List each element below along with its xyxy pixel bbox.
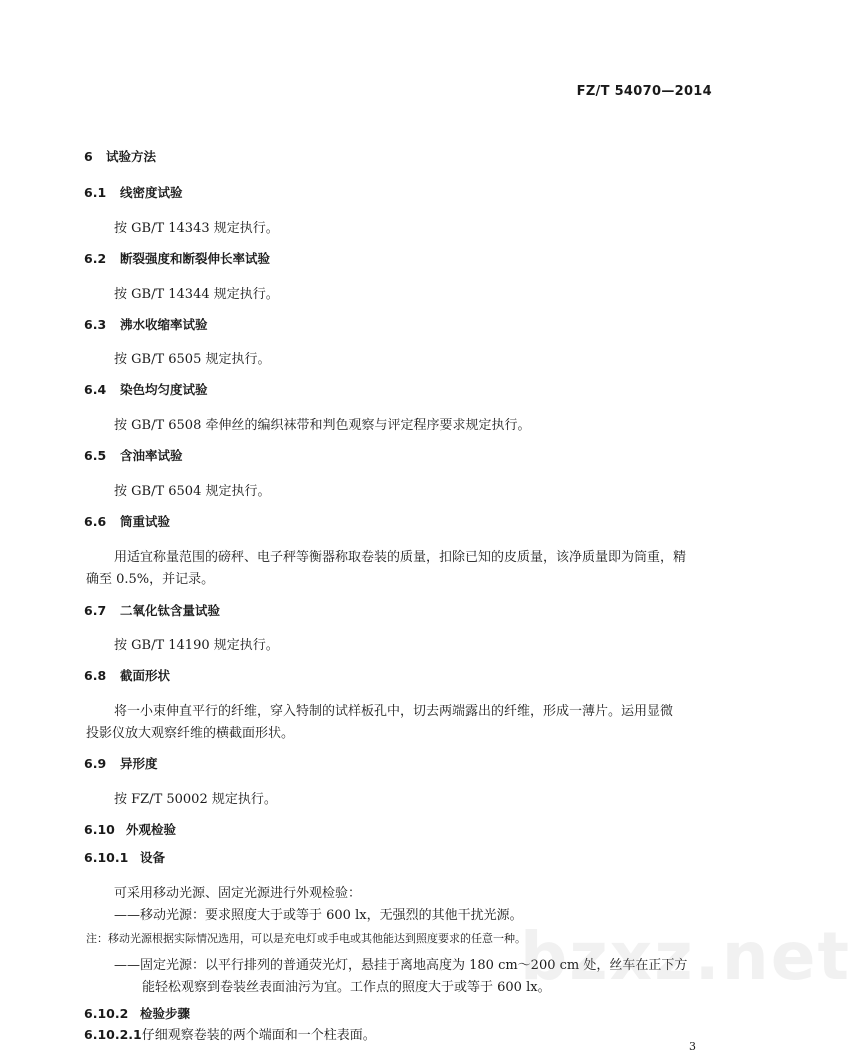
section-heading [84,848,165,866]
subsection-inline [84,1024,376,1043]
section-heading [84,754,158,772]
section-heading [84,1004,190,1022]
section-title: 外观检验 [126,822,177,837]
page-number: 3 [689,1040,696,1053]
section-heading [84,820,176,838]
section-number: 6.9 [84,756,107,771]
paragraph: 按 GB/T 14344 规定执行。 [114,287,279,302]
section-title: 异形度 [120,756,158,771]
section-title: 筒重试验 [120,514,171,529]
note: 注：移动光源根据实际情况选用，可以是充电灯或手电或其他能达到照度要求的任意一种。 [86,932,526,945]
section-number: 6.7 [84,603,107,618]
section-title: 截面形状 [120,668,171,683]
section-number: 6.10.2.1 [84,1027,142,1042]
section-number: 6.5 [84,448,107,463]
section-heading [84,512,170,530]
section-number: 6.10.1 [84,850,129,865]
paragraph: 用适宜称量范围的磅秤、电子秤等衡器称取卷装的质量，扣除已知的皮质量，该净质量即为筒重，精 [114,550,687,565]
section-heading [84,666,170,684]
section-number: 6.8 [84,668,107,683]
section-heading [84,601,220,619]
list-item-dash: ——移动光源：要求照度大于或等于 600 lx，无强烈的其他干扰光源。 [114,908,523,923]
section-number: 6.1 [84,185,107,200]
paragraph: 按 GB/T 6505 规定执行。 [114,352,271,367]
section-heading [84,147,156,165]
list-item-continuation: 能轻松观察到卷装丝表面油污为宜。工作点的照度大于或等于 600 lx。 [142,980,551,995]
section-title: 二氧化钛含量试验 [120,603,221,618]
paragraph: 按 GB/T 6504 规定执行。 [114,484,271,499]
section-title: 试验方法 [106,149,157,164]
section-number: 6.10 [84,822,115,837]
section-number: 6.4 [84,382,107,397]
section-heading [84,183,183,201]
section-title: 沸水收缩率试验 [120,317,208,332]
section-heading [84,380,208,398]
section-title: 检验步骤 [140,1006,191,1021]
section-heading [84,249,270,267]
standard-number: FZ/T 54070—2014 [576,84,712,99]
section-title: 线密度试验 [120,185,183,200]
section-heading [84,315,208,333]
paragraph: 按 GB/T 14343 规定执行。 [114,221,279,236]
watermark: bzxz.net [520,918,851,995]
section-title: 含油率试验 [120,448,183,463]
section-number: 6.3 [84,317,107,332]
section-number: 6.10.2 [84,1006,129,1021]
paragraph: 按 GB/T 14190 规定执行。 [114,638,279,653]
section-title: 染色均匀度试验 [120,382,208,397]
list-item-dash: ——固定光源：以平行排列的普通荧光灯，悬挂于离地高度为 180 cm～200 cm 处，丝车在正下方 [114,958,688,973]
paragraph-continuation: 确至 0.5%，并记录。 [86,572,215,587]
paragraph: 可采用移动光源、固定光源进行外观检验： [114,886,362,901]
section-title: 设备 [140,850,166,865]
section-heading [84,446,183,464]
paragraph: 仔细观察卷装的两个端面和一个柱表面。 [141,1028,376,1043]
paragraph: 按 FZ/T 50002 规定执行。 [114,792,277,807]
paragraph: 将一小束伸直平行的纤维，穿入特制的试样板孔中，切去两端露出的纤维，形成一薄片。运用显微 [114,704,674,719]
section-title: 断裂强度和断裂伸长率试验 [120,251,271,266]
section-number: 6.6 [84,514,107,529]
section-number: 6 [84,149,93,164]
paragraph-continuation: 投影仪放大观察纤维的横截面形状。 [86,726,295,741]
section-number: 6.2 [84,251,107,266]
paragraph: 按 GB/T 6508 牵伸丝的编织袜带和判色观察与评定程序要求规定执行。 [114,418,531,433]
